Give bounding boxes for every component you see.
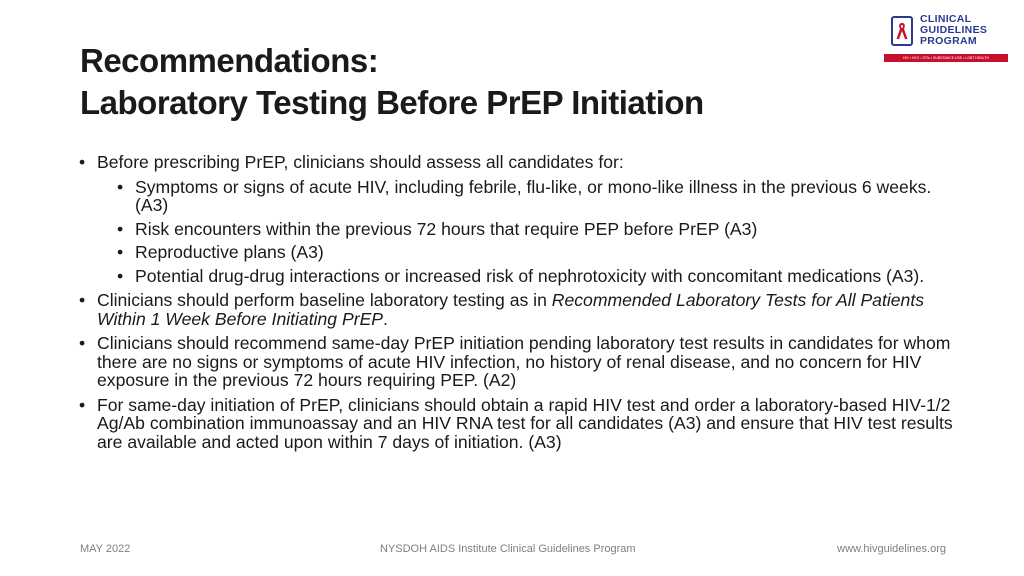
sub-list-item: • Potential drug-drug interactions or increased risk of nephrotoxicity with concomitant medications (A3). — [114, 267, 956, 286]
title-line-1: Recommendations: — [80, 42, 379, 79]
bullet-list — [76, 153, 956, 451]
title-line-2: Laboratory Testing Before PrEP Initiation — [80, 84, 704, 121]
list-item: • For same-day initiation of PrEP, clinicians should obtain a rapid HIV test and order a laboratory-based HIV-1/2 Ag/Ab combination immunoassay and an HIV RNA test for all candidates (A3) and ensure that HIV test results are available and acted upon within 7 days of initiation. (A3) — [76, 396, 956, 452]
list-item: • Clinicians should recommend same-day PrEP initiation pending laboratory test results in candidates for whom there are no signs or symptoms of acute HIV infection, no history of renal disease, and no concern for HIV exposure in the previous 72 hours requiring PEP. (A2) — [76, 334, 956, 390]
list-item — [76, 153, 956, 285]
bullet-text: Clinicians should perform baseline laboratory testing as in — [97, 290, 552, 310]
logo-wordmark: CLINICAL GUIDELINES PROGRAM — [920, 13, 988, 47]
footer-url: www.hivguidelines.org — [837, 543, 946, 555]
footer-date: MAY 2022 — [80, 543, 131, 555]
slide-body — [76, 153, 956, 457]
logo-tagline: HIV • HCV • STIs • SUBSTANCE USE • LGBT HEALTH — [884, 54, 1008, 62]
sub-list-item: • Symptoms or signs of acute HIV, including febrile, flu-like, or mono-like illness in the previous 6 weeks. (A3) — [114, 178, 956, 215]
red-ribbon-icon — [895, 21, 909, 41]
footer-organization: NYSDOH AIDS Institute Clinical Guidelines Program — [380, 543, 636, 555]
logo-frame — [891, 16, 913, 46]
sub-list-item: • Reproductive plans (A3) — [114, 243, 956, 262]
bullet-text: Before prescribing PrEP, clinicians should assess all candidates for: — [97, 152, 624, 172]
page-title — [80, 40, 860, 124]
clinical-guidelines-logo — [884, 14, 1008, 64]
list-item: • Clinicians should perform baseline laboratory testing as in Recommended Laboratory Tests for All Patients Within 1 Week Before Initiating PrEP. — [76, 291, 956, 328]
table-reference: Recommended Laboratory Tests for All Patients Within 1 Week Before Initiating PrEP — [97, 290, 925, 329]
sub-bullet-list — [114, 178, 956, 286]
sub-list-item: • Risk encounters within the previous 72 hours that require PEP before PrEP (A3) — [114, 220, 956, 239]
